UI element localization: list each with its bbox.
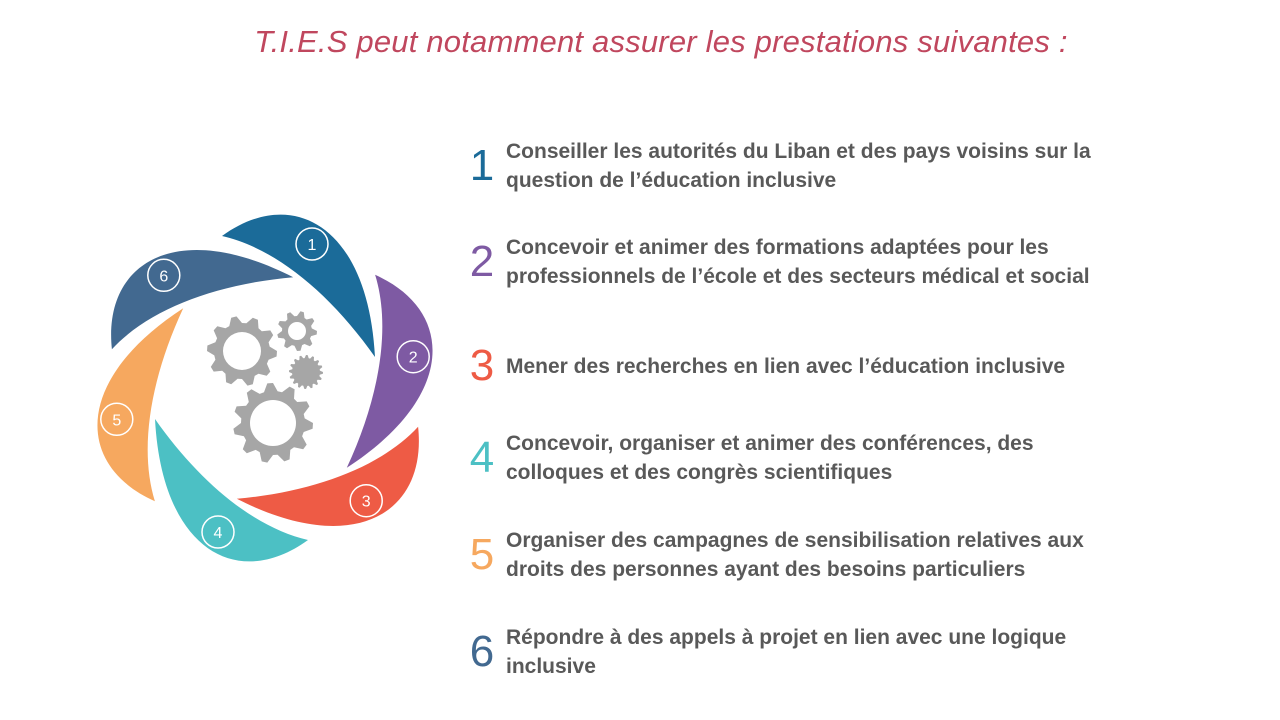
service-number: 4 [469, 433, 495, 482]
service-number: 1 [469, 141, 495, 190]
service-text [506, 623, 1066, 681]
service-text-line: inclusive [506, 655, 596, 678]
service-text-line: droits des personnes ayant des besoins particuliers [506, 558, 1026, 581]
service-text-line: Organiser des campagnes de sensibilisation relatives aux [506, 529, 1084, 552]
service-text-line: Répondre à des appels à projet en lien avec une logique [506, 626, 1067, 649]
service-text [506, 137, 1091, 195]
wheel-badge-label: 4 [213, 525, 223, 542]
wheel-badge-label: 1 [307, 237, 317, 254]
service-number: 6 [469, 627, 495, 676]
wheel-badge-label: 3 [361, 493, 371, 511]
service-text-line: Conseiller les autorités du Liban et des pays voisins sur la [506, 140, 1091, 163]
service-item-6 [458, 623, 1248, 681]
service-number: 3 [469, 341, 495, 390]
wheel-petals [97, 215, 432, 562]
service-item-5 [458, 526, 1248, 584]
gear-icon-top-left [207, 316, 277, 385]
services-wheel-diagram [0, 0, 460, 720]
service-item-2 [458, 233, 1248, 291]
service-text-line: Concevoir, organiser et animer des conférences, des [506, 432, 1034, 455]
service-text [506, 526, 1084, 584]
service-text-line: Mener des recherches en lien avec l’éducation inclusive [506, 354, 1066, 378]
wheel-petal-3 [237, 427, 419, 526]
page-title: T.I.E.S peut notamment assurer les prestations suivantes : [254, 24, 1068, 59]
service-text-line: Concevoir et animer des formations adaptées pour les [506, 236, 1049, 259]
service-item-3 [458, 341, 1248, 390]
wheel-badge-label: 2 [408, 349, 418, 367]
service-item-1 [458, 137, 1248, 195]
gear-icon-bottom [233, 383, 313, 463]
service-text-line: question de l’éducation inclusive [506, 169, 837, 192]
service-text-line: colloques et des congrès scientifiques [506, 461, 893, 484]
gears-icon [207, 311, 323, 462]
gear-icon-small [277, 311, 317, 351]
service-text [506, 352, 1065, 381]
service-text [506, 233, 1090, 291]
wheel-badge-label: 5 [112, 412, 122, 430]
service-text-line: professionnels de l’école et des secteurs médical et social [506, 265, 1090, 288]
service-item-4 [458, 429, 1248, 487]
service-number: 5 [469, 530, 495, 579]
service-text [506, 429, 1034, 487]
service-number: 2 [469, 237, 495, 286]
gear-icon-solid [289, 355, 323, 389]
wheel-badge-label: 6 [159, 268, 169, 286]
